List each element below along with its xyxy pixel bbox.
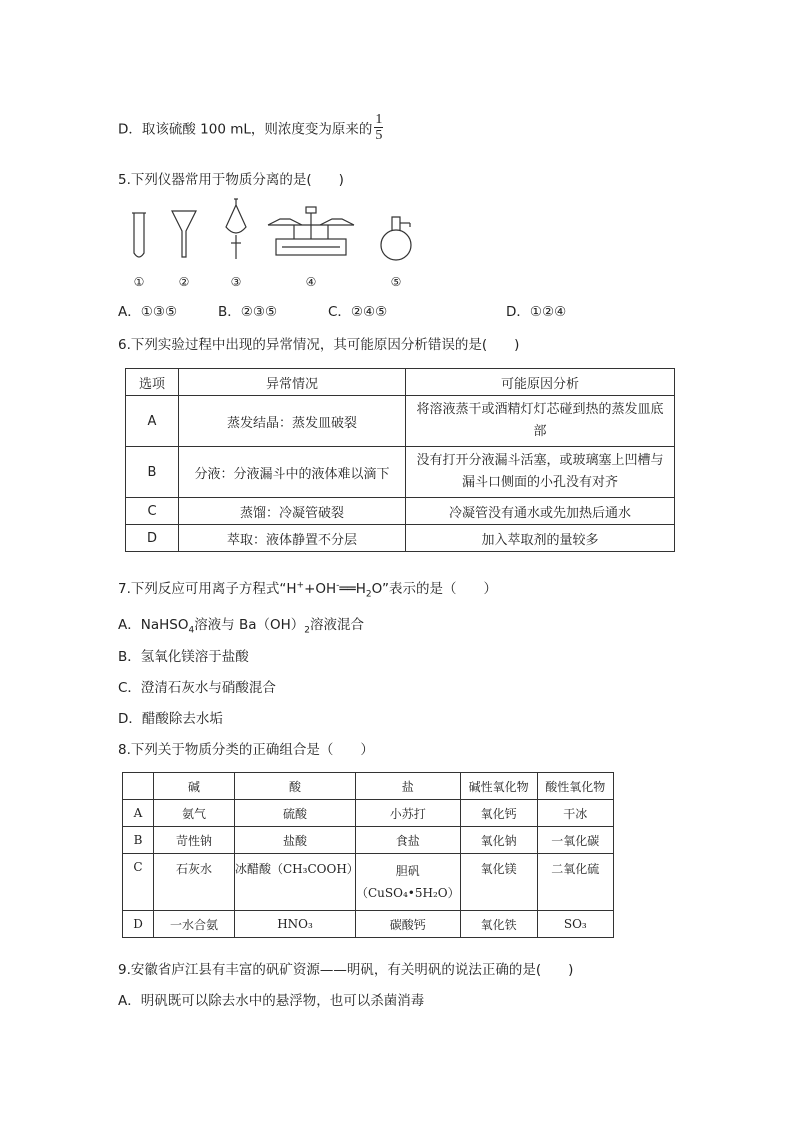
fraction-numerator: 1 bbox=[375, 112, 383, 127]
cell-line: （CuSO₄•5H₂O） bbox=[356, 886, 460, 900]
reason-line: 将溶液蒸干或酒精灯灯芯碰到热的蒸发皿底 bbox=[416, 402, 664, 417]
table-row bbox=[123, 854, 614, 911]
q7-option-a bbox=[118, 613, 364, 636]
table-cell: C bbox=[123, 854, 154, 911]
q7-equals: ══ bbox=[339, 581, 356, 597]
table-cell: A bbox=[123, 800, 154, 827]
option-cell: D bbox=[126, 525, 179, 552]
q4-option-d bbox=[118, 112, 383, 143]
table-cell: 盐酸 bbox=[235, 827, 356, 854]
case-cell: 萃取：液体静置不分层 bbox=[179, 525, 406, 552]
case-cell: 蒸发结晶：蒸发皿破裂 bbox=[179, 396, 406, 447]
header-cell: 可能原因分析 bbox=[406, 369, 675, 396]
reason-line: 部 bbox=[533, 424, 547, 439]
table-cell: D bbox=[123, 911, 154, 938]
apparatus-label-5: ⑤ bbox=[390, 275, 402, 289]
q4-option-d-text: D．取该硫酸 100 mL，则浓度变为原来的 bbox=[118, 121, 373, 138]
q7-stem-text: +OH bbox=[304, 581, 337, 597]
reason-cell bbox=[406, 447, 675, 498]
q5-apparatus-figure bbox=[118, 195, 438, 295]
reason-line: 没有打开分液漏斗活塞，或玻璃塞上凹槽与 bbox=[416, 453, 664, 468]
funnel-icon bbox=[172, 211, 196, 257]
table-cell: 冰醋酸（CH₃COOH） bbox=[235, 854, 356, 911]
q7-option-a-text: 溶液与 Ba（OH） bbox=[194, 617, 305, 633]
apparatus-label-4: ④ bbox=[305, 275, 317, 289]
q5-choice-b: B．②③⑤ bbox=[218, 304, 278, 320]
table-cell: 氧化钠 bbox=[460, 827, 537, 854]
q5-stem: 5.下列仪器常用于物质分离的是( ) bbox=[118, 172, 344, 188]
header-cell: 异常情况 bbox=[179, 369, 406, 396]
q7-superscript: - bbox=[336, 580, 340, 591]
reason-cell: 加入萃取剂的量较多 bbox=[406, 525, 675, 552]
header-cell: 碱 bbox=[154, 773, 235, 800]
option-cell: B bbox=[126, 447, 179, 498]
header-cell: 酸 bbox=[235, 773, 356, 800]
reason-cell bbox=[406, 396, 675, 447]
table-cell: 一水合氨 bbox=[154, 911, 235, 938]
header-cell: 酸性氧化物 bbox=[537, 773, 613, 800]
table-cell: B bbox=[123, 827, 154, 854]
table-header-row bbox=[126, 369, 675, 396]
apparatus-label-2: ② bbox=[178, 275, 190, 289]
apparatus-drawings bbox=[118, 195, 438, 273]
case-cell: 分液：分液漏斗中的液体难以滴下 bbox=[179, 447, 406, 498]
table-cell: 二氧化硫 bbox=[537, 854, 613, 911]
table-cell: 氧化铁 bbox=[460, 911, 537, 938]
q7-option-c: C．澄清石灰水与硝酸混合 bbox=[118, 680, 276, 696]
q7-subscript: 2 bbox=[304, 625, 311, 636]
q8-table bbox=[122, 772, 614, 938]
q7-stem-text: H bbox=[355, 581, 366, 597]
q9-stem: 9.安徽省庐江县有丰富的矾矿资源——明矾，有关明矾的说法正确的是( ) bbox=[118, 962, 574, 978]
table-cell: 小苏打 bbox=[356, 800, 461, 827]
q8-stem: 8.下列关于物质分类的正确组合是（ ） bbox=[118, 742, 374, 758]
table-cell: 干冰 bbox=[537, 800, 613, 827]
case-cell: 蒸馏：冷凝管破裂 bbox=[179, 498, 406, 525]
table-cell bbox=[356, 854, 461, 911]
table-row bbox=[123, 911, 614, 938]
q7-stem-text: 7.下列反应可用离子方程式“H bbox=[118, 581, 297, 597]
q5-choice-d: D．①②④ bbox=[506, 304, 567, 320]
q7-superscript: + bbox=[296, 580, 305, 591]
reason-line: 漏斗口侧面的小孔没有对齐 bbox=[461, 475, 618, 490]
table-row bbox=[123, 800, 614, 827]
apparatus-label-1: ① bbox=[133, 275, 145, 289]
table-row bbox=[126, 396, 675, 447]
table-row bbox=[126, 525, 675, 552]
table-cell: 食盐 bbox=[356, 827, 461, 854]
q5-choices bbox=[118, 300, 718, 320]
table-row bbox=[123, 827, 614, 854]
cell-line: 胆矾 bbox=[395, 864, 420, 878]
q7-option-d: D．醋酸除去水垢 bbox=[118, 711, 223, 727]
test-tube-icon bbox=[132, 213, 146, 257]
table-cell: SO₃ bbox=[537, 911, 613, 938]
fraction-denominator: 5 bbox=[375, 128, 383, 143]
apparatus-label-3: ③ bbox=[230, 275, 242, 289]
table-cell: 硫酸 bbox=[235, 800, 356, 827]
table-header-row bbox=[123, 773, 614, 800]
q7-subscript: 2 bbox=[365, 589, 372, 600]
q9-option-a: A．明矾既可以除去水中的悬浮物，也可以杀菌消毒 bbox=[118, 993, 425, 1009]
separatory-funnel-icon bbox=[226, 199, 246, 259]
table-cell: 氧化镁 bbox=[460, 854, 537, 911]
table-cell: 苛性钠 bbox=[154, 827, 235, 854]
table-row bbox=[126, 447, 675, 498]
table-cell: 一氧化碳 bbox=[537, 827, 613, 854]
table-cell: 石灰水 bbox=[154, 854, 235, 911]
q6-table bbox=[125, 368, 675, 552]
header-cell: 碱性氧化物 bbox=[460, 773, 537, 800]
q7-option-a-text: 溶液混合 bbox=[310, 617, 365, 633]
q7-stem-text: O”表示的是（ ） bbox=[371, 581, 497, 597]
option-cell: A bbox=[126, 396, 179, 447]
table-cell: HNO₃ bbox=[235, 911, 356, 938]
fraction-one-fifth bbox=[374, 112, 383, 143]
header-cell bbox=[123, 773, 154, 800]
q6-stem: 6.下列实验过程中出现的异常情况，其可能原因分析错误的是( ) bbox=[118, 337, 520, 353]
header-cell: 选项 bbox=[126, 369, 179, 396]
q5-choice-a: A．①③⑤ bbox=[118, 304, 178, 320]
header-cell: 盐 bbox=[356, 773, 461, 800]
option-cell: C bbox=[126, 498, 179, 525]
balance-icon bbox=[268, 207, 354, 255]
table-cell: 氨气 bbox=[154, 800, 235, 827]
table-row bbox=[126, 498, 675, 525]
q7-option-a-text: A．NaHSO bbox=[118, 617, 189, 633]
table-cell: 碳酸钙 bbox=[356, 911, 461, 938]
q5-choice-c: C．②④⑤ bbox=[328, 304, 388, 320]
table-cell: 氧化钙 bbox=[460, 800, 537, 827]
reason-cell: 冷凝管没有通水或先加热后通水 bbox=[406, 498, 675, 525]
q7-subscript: 4 bbox=[188, 625, 195, 636]
q7-option-b: B．氢氧化镁溶于盐酸 bbox=[118, 649, 249, 665]
q7-stem bbox=[118, 577, 497, 600]
flask-icon bbox=[381, 217, 411, 260]
